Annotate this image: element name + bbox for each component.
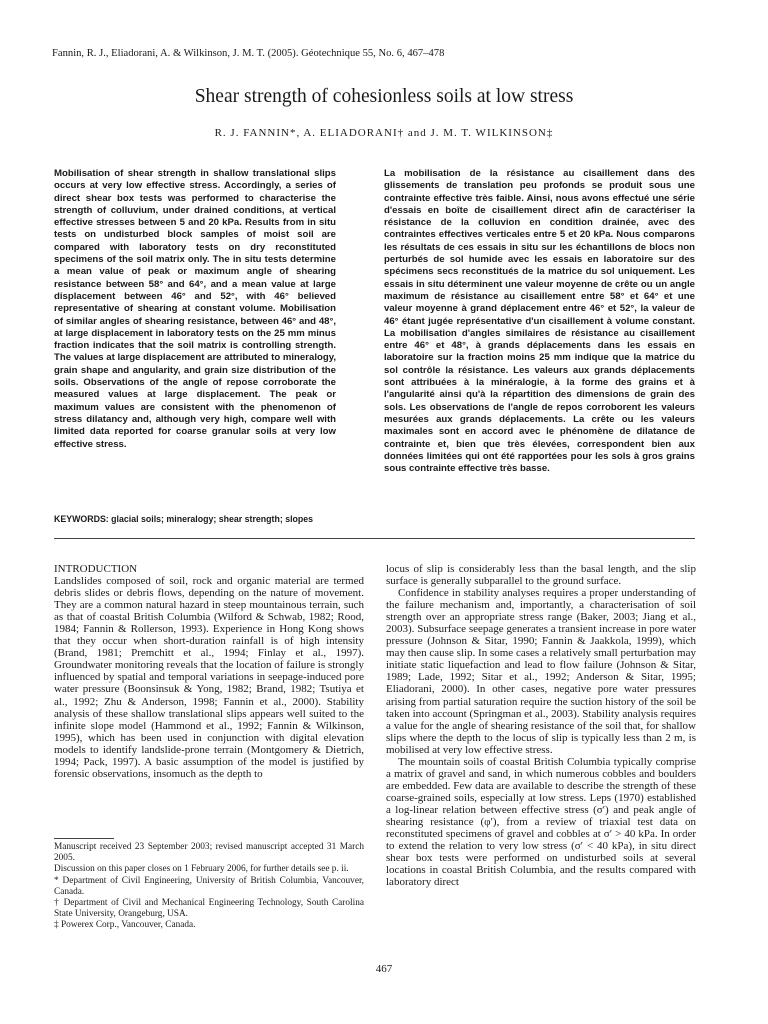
citation-header: Fannin, R. J., Eliadorani, A. & Wilkinson, J. M. T. (2005). Géotechnique 55, No. 6, 467–478 (52, 48, 445, 59)
section-divider (54, 538, 695, 539)
page-number: 467 (375, 963, 393, 975)
footnote-manuscript: Manuscript received 23 September 2003; revised manuscript accepted 31 March 2005. (54, 842, 364, 864)
footnote-affiliation-1: * Department of Civil Engineering, University of British Columbia, Vancouver, Canada. (54, 875, 364, 897)
intro-paragraph-3: The mountain soils of coastal British Columbia typically comprise a matrix of gravel and sand, in which numerous cobbles and boulders are embedded. Few data are available to describe the strength of these coarse-grained soils, especially at low stress. Leps (1970) established a log-linear relation between effective stress (σ′) and peak angle of shearing resistance (φ′), from a review of triaxial test data on reconstituted specimens of gravel and cobbles at σ′ > 40 kPa. In order to extend the relation to very low stress (σ′ < 40 kPa), in situ direct shear box tests were performed on undisturbed soils at several locations in coastal British Columbia, and the results compared with laboratory direct (386, 755, 696, 889)
abstract-english: Mobilisation of shear strength in shallow translational slips occurs at very low effective stress. Accordingly, a series of direct shear box tests was performed to characterise the strength of colluvium, under drained conditions, at vertical effective stresses between 5 and 20 kPa. Results from in situ tests on undisturbed block samples of moist soil are compared with laboratory tests on dry reconstituted specimens of the soil matrix only. The in situ tests determine a mean value of peak or maximum angle of shearing resistance between 58° and 64°, and a mean value at large displacement between 46° and 52°, with 46° believed representative of shearing at constant volume. Mobilisation of similar angles of shearing resistance, between 46° and 48°, at large displacement in laboratory tests on the 25 mm minus fraction indicates that the soil matrix is controlling strength. The values at large displacement are attributed to mineralogy, grain shape and angularity, and grain size distribution of the soils. Observations of the angle of repose corroborate the measured values at large displacement. The peak or maximum values are consistent with the phenomenon of stress dilatancy and, although very high, compare well with limited data reported for coarse granular soils at very low effective stress. (54, 168, 336, 450)
keywords: KEYWORDS: glacial soils; mineralogy; shear strength; slopes (54, 514, 314, 524)
intro-paragraph-1: Landslides composed of soil, rock and organic material are termed debris slides or debris flows, depending on the nature of movement. They are a common natural hazard in steep mountainous terrain, such as that of coastal British Columbia (Wilford & Schwab, 1982; Rood, 1984; Fannin & Rollerson, 1993). Experience in Hong Kong shows that they occur when short-duration rainfall is of high intensity (Brand, 1981; Premchitt et al., 1994; Finlay et al., 1997). Groundwater monitoring reveals that the location of failure is strongly influenced by spatial and temporal variations in seepage-induced pore water pressure (Boonsinsuk & Yong, 1982; Brand, 1982; Tsutiya et al., 1992; Zhu & Anderson, 1998; Fannin et al., 2000). Stability analysis of these shallow translational slips appears well suited to the infinite slope model (Hammond et al., 1992; Fannin & Wilkinson, 1995), which has been used in conjunction with digital elevation models to identify landslide-prone terrain (Montgomery & Dietrich, 1994; Pack, 1997). A basic assumption of the model is justified by forensic observations, insomuch as the depth to (54, 575, 364, 780)
footnote-divider (54, 838, 114, 839)
introduction-heading: INTRODUCTION (54, 563, 138, 575)
footnote-affiliation-2: † Department of Civil and Mechanical Engineering Technology, South Carolina State University, Orangeburg, USA. (54, 898, 364, 920)
abstract-french: La mobilisation de la résistance au cisaillement dans des glissements de translation peu profonds se produit sous une contrainte effective très faible. Ainsi, nous avons effectué une série d'essais en boîte de cisaillement direct afin de caractériser la résistance de la colluvion en condition drainée, avec des contraintes effectives verticales entre 5 et 20 kPa. Nous comparons les résultats de ces essais in situ sur les échantillons de blocs non perturbés de sol humide avec les essais en laboratoire sur des spécimens secs reconstitués de la matrice du sol uniquement. Les essais in situ déterminent une valeur moyenne de crête ou un angle maximum de résistance au cisaillement entre 58° et 64° et une valeur moyenne à grand déplacement entre 46° et 52°, la valeur de 46° étant jugée représentative d'un cisaillement à volume constant. La mobilisation d'angles similaires de résistance au cisaillement entre 46° et 48°, à grands déplacements dans les essais en laboratoire sur la fraction moins 25 mm indique que la matrice du sol contrôle la résistance. Les valeurs aux grands déplacements sont attribuées à la minéralogie, à la forme des grains et à l'angularité ainsi qu'à la répartition des dimensions de grain des sols. Les observations de l'angle de repos corroborent les valeurs mesurées aux grands déplacements. La crête ou les valeurs maximales sont en accord avec le phénomène de dilatance de contrainte et, bien que très élevées, correspondent bien aux données limitées qui ont été rapportées pour les sols à gros grains sous contrainte effective très basse. (384, 168, 695, 475)
intro-paragraph-continued: locus of slip is considerably less than the basal length, and the slip surface is generally subparallel to the ground surface. (386, 563, 696, 588)
footnote-discussion: Discussion on this paper closes on 1 February 2006, for further details see p. ii. (54, 864, 349, 875)
right-column (386, 563, 696, 888)
paper-title: Shear strength of cohesionless soils at low stress (194, 86, 574, 107)
intro-paragraph-2: Confidence in stability analyses requires a proper understanding of the failure mechanism and, importantly, a characterisation of soil strength over an appropriate stress range (Baker, 2003; Jiang et al., 2003). Subsurface seepage generates a transient increase in pore water pressure (Johnson & Sitar, 1990; Fannin & Jaakkola, 1999), which may then cause slip. In some cases a relatively small perturbation may initiate static liquefaction and lead to flow failure (Johnson & Sitar, 1989; Lade, 1992; Sitar et al., 1992; Anderson & Sitar, 1995; Eliadorani, 2000). In other cases, negative pore water pressures arising from partial saturation require the suction history of the soil be taken into account (Springman et al., 2003). Stability analysis requires a value for the angle of shearing resistance of the soil that, for shallow slips where the depth to the locus of slip is typically less than 2 m, is mobilised at very low effective stress. (386, 587, 696, 756)
author-list: R. J. FANNIN*, A. ELIADORANI† and J. M. T. WILKINSON‡ (214, 127, 554, 139)
footnotes (54, 842, 364, 932)
left-column (54, 563, 364, 780)
footnote-affiliation-3: ‡ Powerex Corp., Vancouver, Canada. (54, 920, 196, 931)
